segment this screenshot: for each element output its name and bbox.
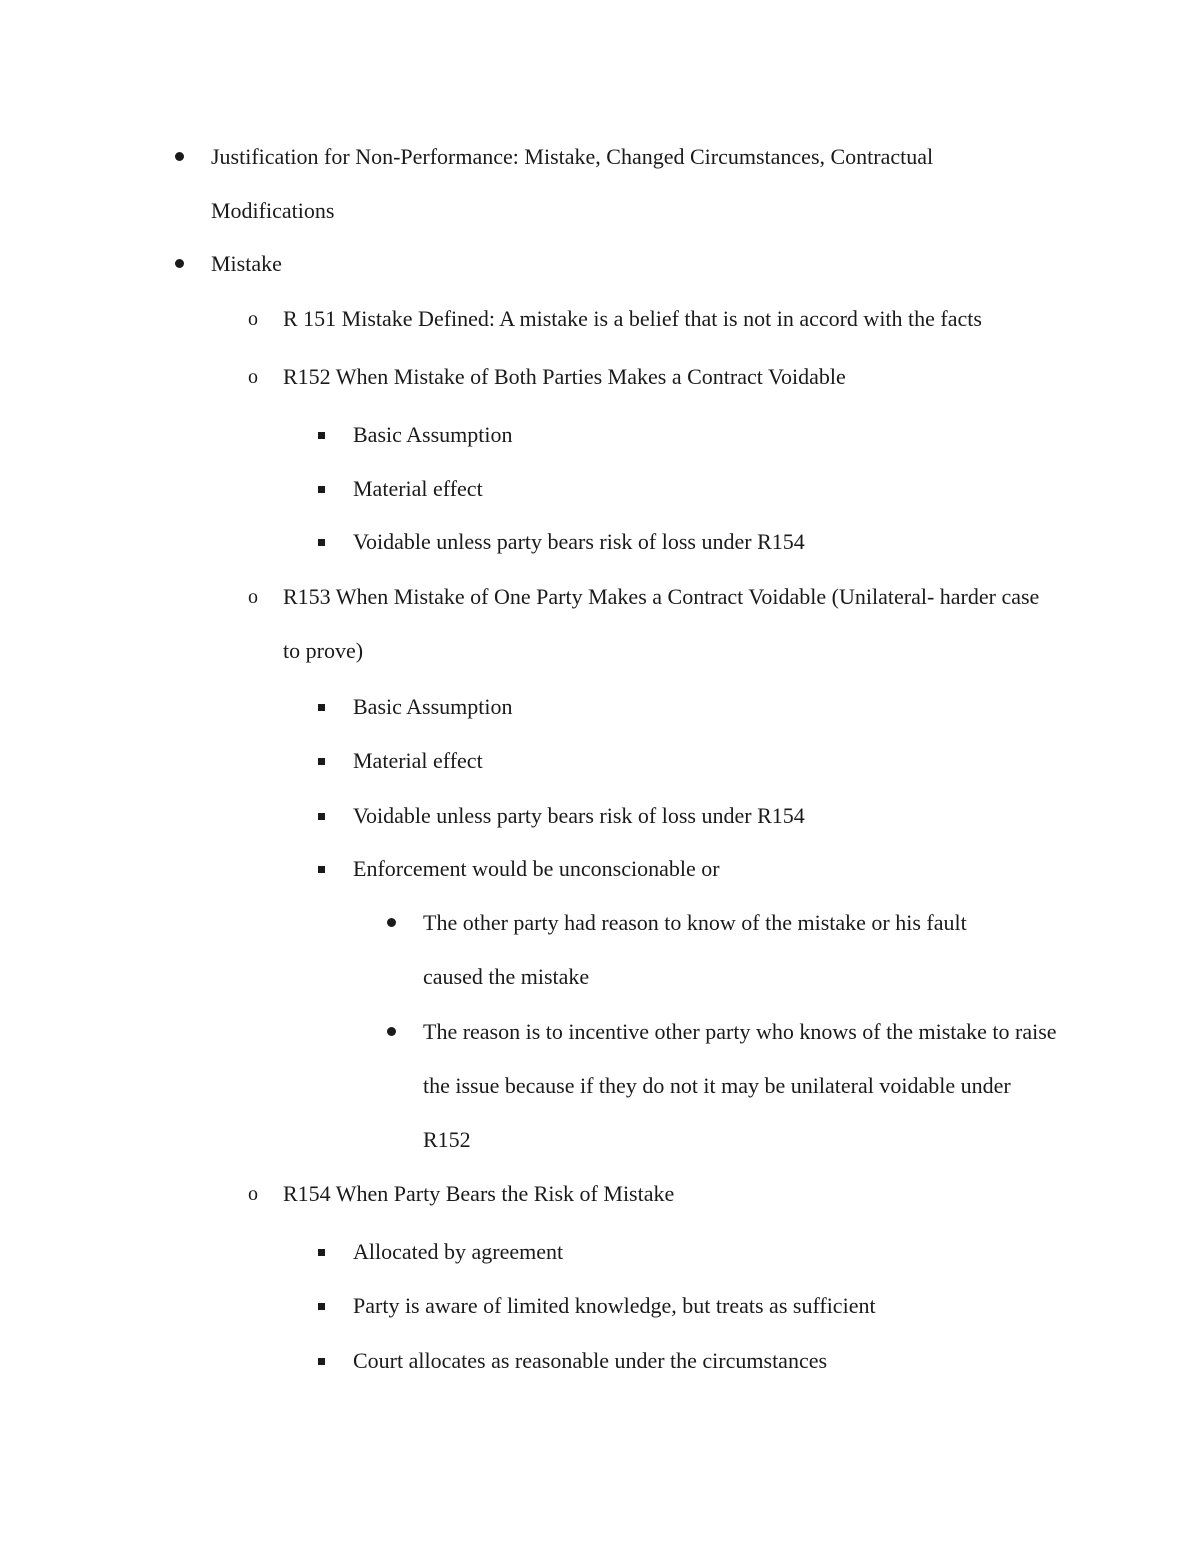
list-item-text: Basic Assumption <box>353 422 513 447</box>
list-item <box>353 1334 1073 1388</box>
bullet-disc-icon <box>175 152 184 161</box>
list-item <box>353 789 1073 843</box>
bullet-square-icon <box>318 1358 325 1365</box>
list-item-text: Basic Assumption <box>353 694 513 719</box>
bullet-square-icon <box>318 432 325 439</box>
list-item-text: R154 When Party Bears the Risk of Mistake <box>283 1181 675 1206</box>
bullet-square-icon <box>318 486 325 493</box>
list-item <box>353 734 1073 788</box>
list-item <box>353 680 1073 734</box>
list-item <box>211 130 1011 238</box>
list-item-text: Material effect <box>353 476 483 501</box>
list-item-text: Material effect <box>353 748 483 773</box>
list-item <box>353 408 1073 462</box>
bullet-square-icon <box>318 813 325 820</box>
list-item-text: R153 When Mistake of One Party Makes a Contract Voidable (Unilateral- harder case to prove) <box>283 584 1040 663</box>
list-item <box>353 842 1073 896</box>
bullet-circle-icon: o <box>248 366 258 388</box>
bullet-disc-icon <box>175 259 184 268</box>
list-item-text: Voidable unless party bears risk of loss under R154 <box>353 529 805 554</box>
list-item-text: Mistake <box>211 251 282 276</box>
bullet-circle-icon: o <box>248 308 258 330</box>
list-item-text: The other party had reason to know of the mistake or his fault caused the mistake <box>423 910 967 989</box>
list-item-text: R 151 Mistake Defined: A mistake is a belief that is not in accord with the facts <box>283 306 982 331</box>
list-item <box>248 292 1073 346</box>
list-item-text: Enforcement would be unconscionable or <box>353 856 720 881</box>
list-item-text: Party is aware of limited knowledge, but treats as sufficient <box>353 1293 876 1318</box>
list-item-text: The reason is to incentive other party who knows of the mistake to raise the issue because if they do not it may be unilateral voidable under R152 <box>423 1019 1057 1152</box>
list-item-text: Court allocates as reasonable under the circumstances <box>353 1348 828 1373</box>
list-item <box>353 1225 1073 1279</box>
bullet-square-icon <box>318 866 325 873</box>
bullet-square-icon <box>318 758 325 765</box>
bullet-circle-icon: o <box>248 586 258 608</box>
bullet-circle-icon: o <box>248 1183 258 1205</box>
list-item <box>211 237 1011 291</box>
bullet-square-icon <box>318 539 325 546</box>
list-item <box>353 462 1073 516</box>
list-item <box>248 570 1053 678</box>
bullet-square-icon <box>318 1303 325 1310</box>
bullet-square-icon <box>318 1249 325 1256</box>
list-item <box>423 1005 1063 1167</box>
list-item-text: Justification for Non-Performance: Mistake, Changed Circumstances, Contractual Modifications <box>211 144 934 223</box>
bullet-square-icon <box>318 704 325 711</box>
bullet-disc-icon <box>387 918 396 927</box>
list-item-text: R152 When Mistake of Both Parties Makes a Contract Voidable <box>283 364 846 389</box>
list-item <box>248 350 1073 404</box>
list-item <box>353 1279 1073 1333</box>
bullet-disc-icon <box>387 1027 396 1036</box>
list-item-text: Voidable unless party bears risk of loss under R154 <box>353 803 805 828</box>
list-item <box>353 515 1073 569</box>
list-item-text: Allocated by agreement <box>353 1239 564 1264</box>
list-item <box>423 896 1023 1004</box>
list-item <box>248 1167 1073 1221</box>
